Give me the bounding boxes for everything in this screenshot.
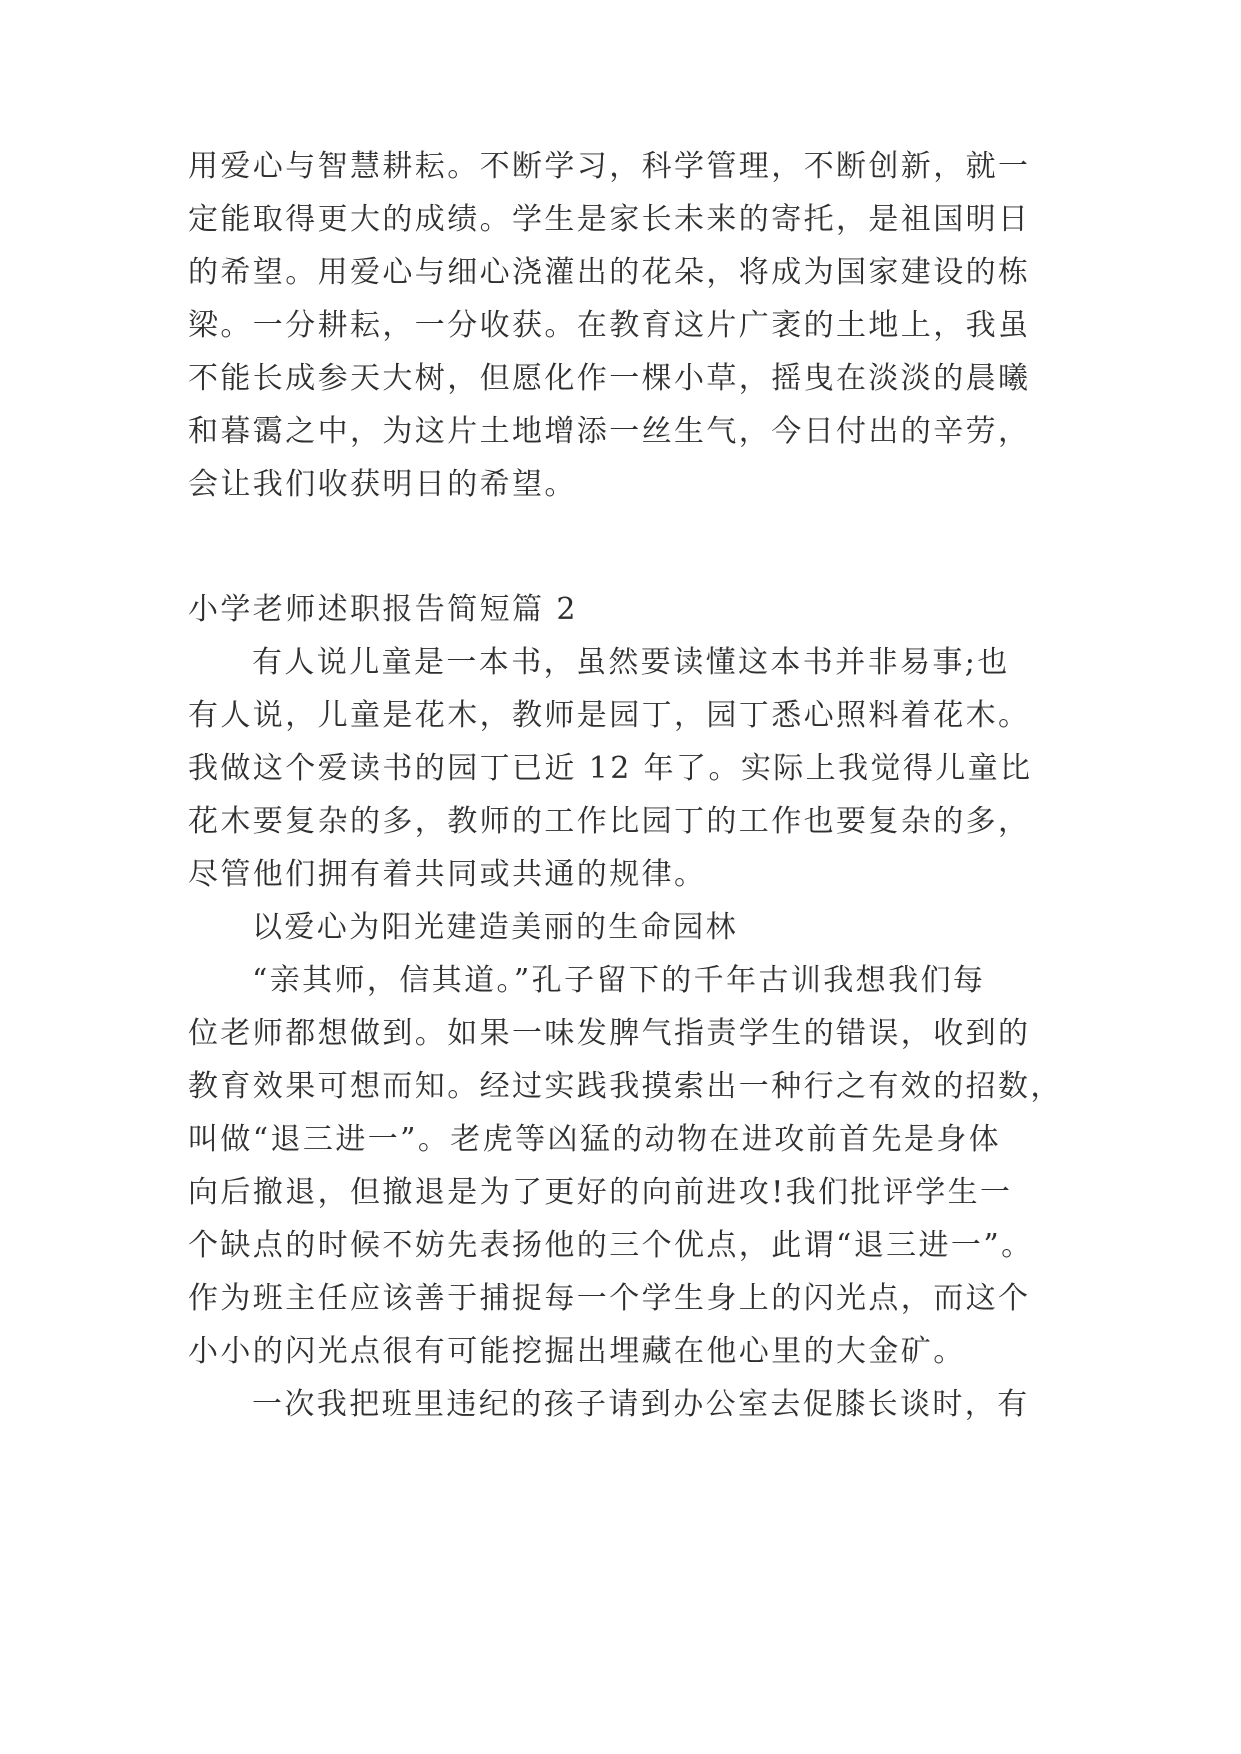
text-line: 会让我们收获明日的希望。	[188, 467, 577, 502]
paragraph-1	[188, 140, 1058, 511]
paragraph-4	[188, 1378, 1058, 1431]
text-line: 花木要复杂的多，教师的工作比园丁的工作也要复杂的多，	[188, 804, 1031, 839]
text-line: “亲其师，信其道。”孔子留下的千年古训我想我们每	[252, 963, 986, 998]
text-line: 小小的闪光点很有可能挖掘出埋藏在他心里的大金矿。	[188, 1334, 966, 1369]
text-line: 定能取得更大的成绩。学生是家长未来的寄托，是祖国明日	[188, 202, 1031, 237]
text-line: 的希望。用爱心与细心浇灌出的花朵，将成为国家建设的栋	[188, 255, 1031, 290]
text-line: 位老师都想做到。如果一味发脾气指责学生的错误，收到的	[188, 1016, 1031, 1051]
text-line: 教育效果可想而知。经过实践我摸索出一种行之有效的招数，	[188, 1069, 1063, 1104]
text-line: 叫做“退三进一”。老虎等凶猛的动物在进攻前首先是身体	[188, 1122, 1002, 1157]
document-body	[188, 140, 1063, 1431]
text-line: 有人说，儿童是花木，教师是园丁，园丁悉心照料着花木。	[188, 698, 1031, 733]
text-line: 用爱心与智慧耕耘。不断学习，科学管理，不断创新，就一	[188, 149, 1031, 184]
text-line: 个缺点的时候不妨先表扬他的三个优点，此谓“退三进一”。	[188, 1228, 1034, 1263]
text-line: 作为班主任应该善于捕捉每一个学生身上的闪光点，而这个	[188, 1281, 1031, 1316]
paragraph-2	[188, 636, 1058, 901]
text-line: 一次我把班里违纪的孩子请到办公室去促膝长谈时，有	[252, 1387, 1030, 1422]
text-line: 尽管他们拥有着共同或共通的规律。	[188, 857, 707, 892]
subheading: 以爱心为阳光建造美丽的生命园林	[252, 910, 738, 945]
text-line: 梁。一分耕耘，一分收获。在教育这片广袤的土地上，我虽	[188, 308, 1031, 343]
text-line: 不能长成参天大树，但愿化作一棵小草，摇曳在淡淡的晨曦	[188, 361, 1031, 396]
paragraph-3	[188, 954, 1063, 1378]
text-line: 向后撤退，但撤退是为了更好的向前进攻!我们批评学生一	[188, 1175, 1013, 1210]
section-spacer	[188, 511, 1058, 583]
text-line: 有人说儿童是一本书，虽然要读懂这本书并非易事;也	[252, 645, 1010, 680]
section-title: 小学老师述职报告简短篇 2	[188, 592, 578, 627]
text-line: 我做这个爱读书的园丁已近 12 年了。实际上我觉得儿童比	[188, 751, 1033, 786]
text-line: 和暮霭之中，为这片土地增添一丝生气，今日付出的辛劳，	[188, 414, 1031, 449]
